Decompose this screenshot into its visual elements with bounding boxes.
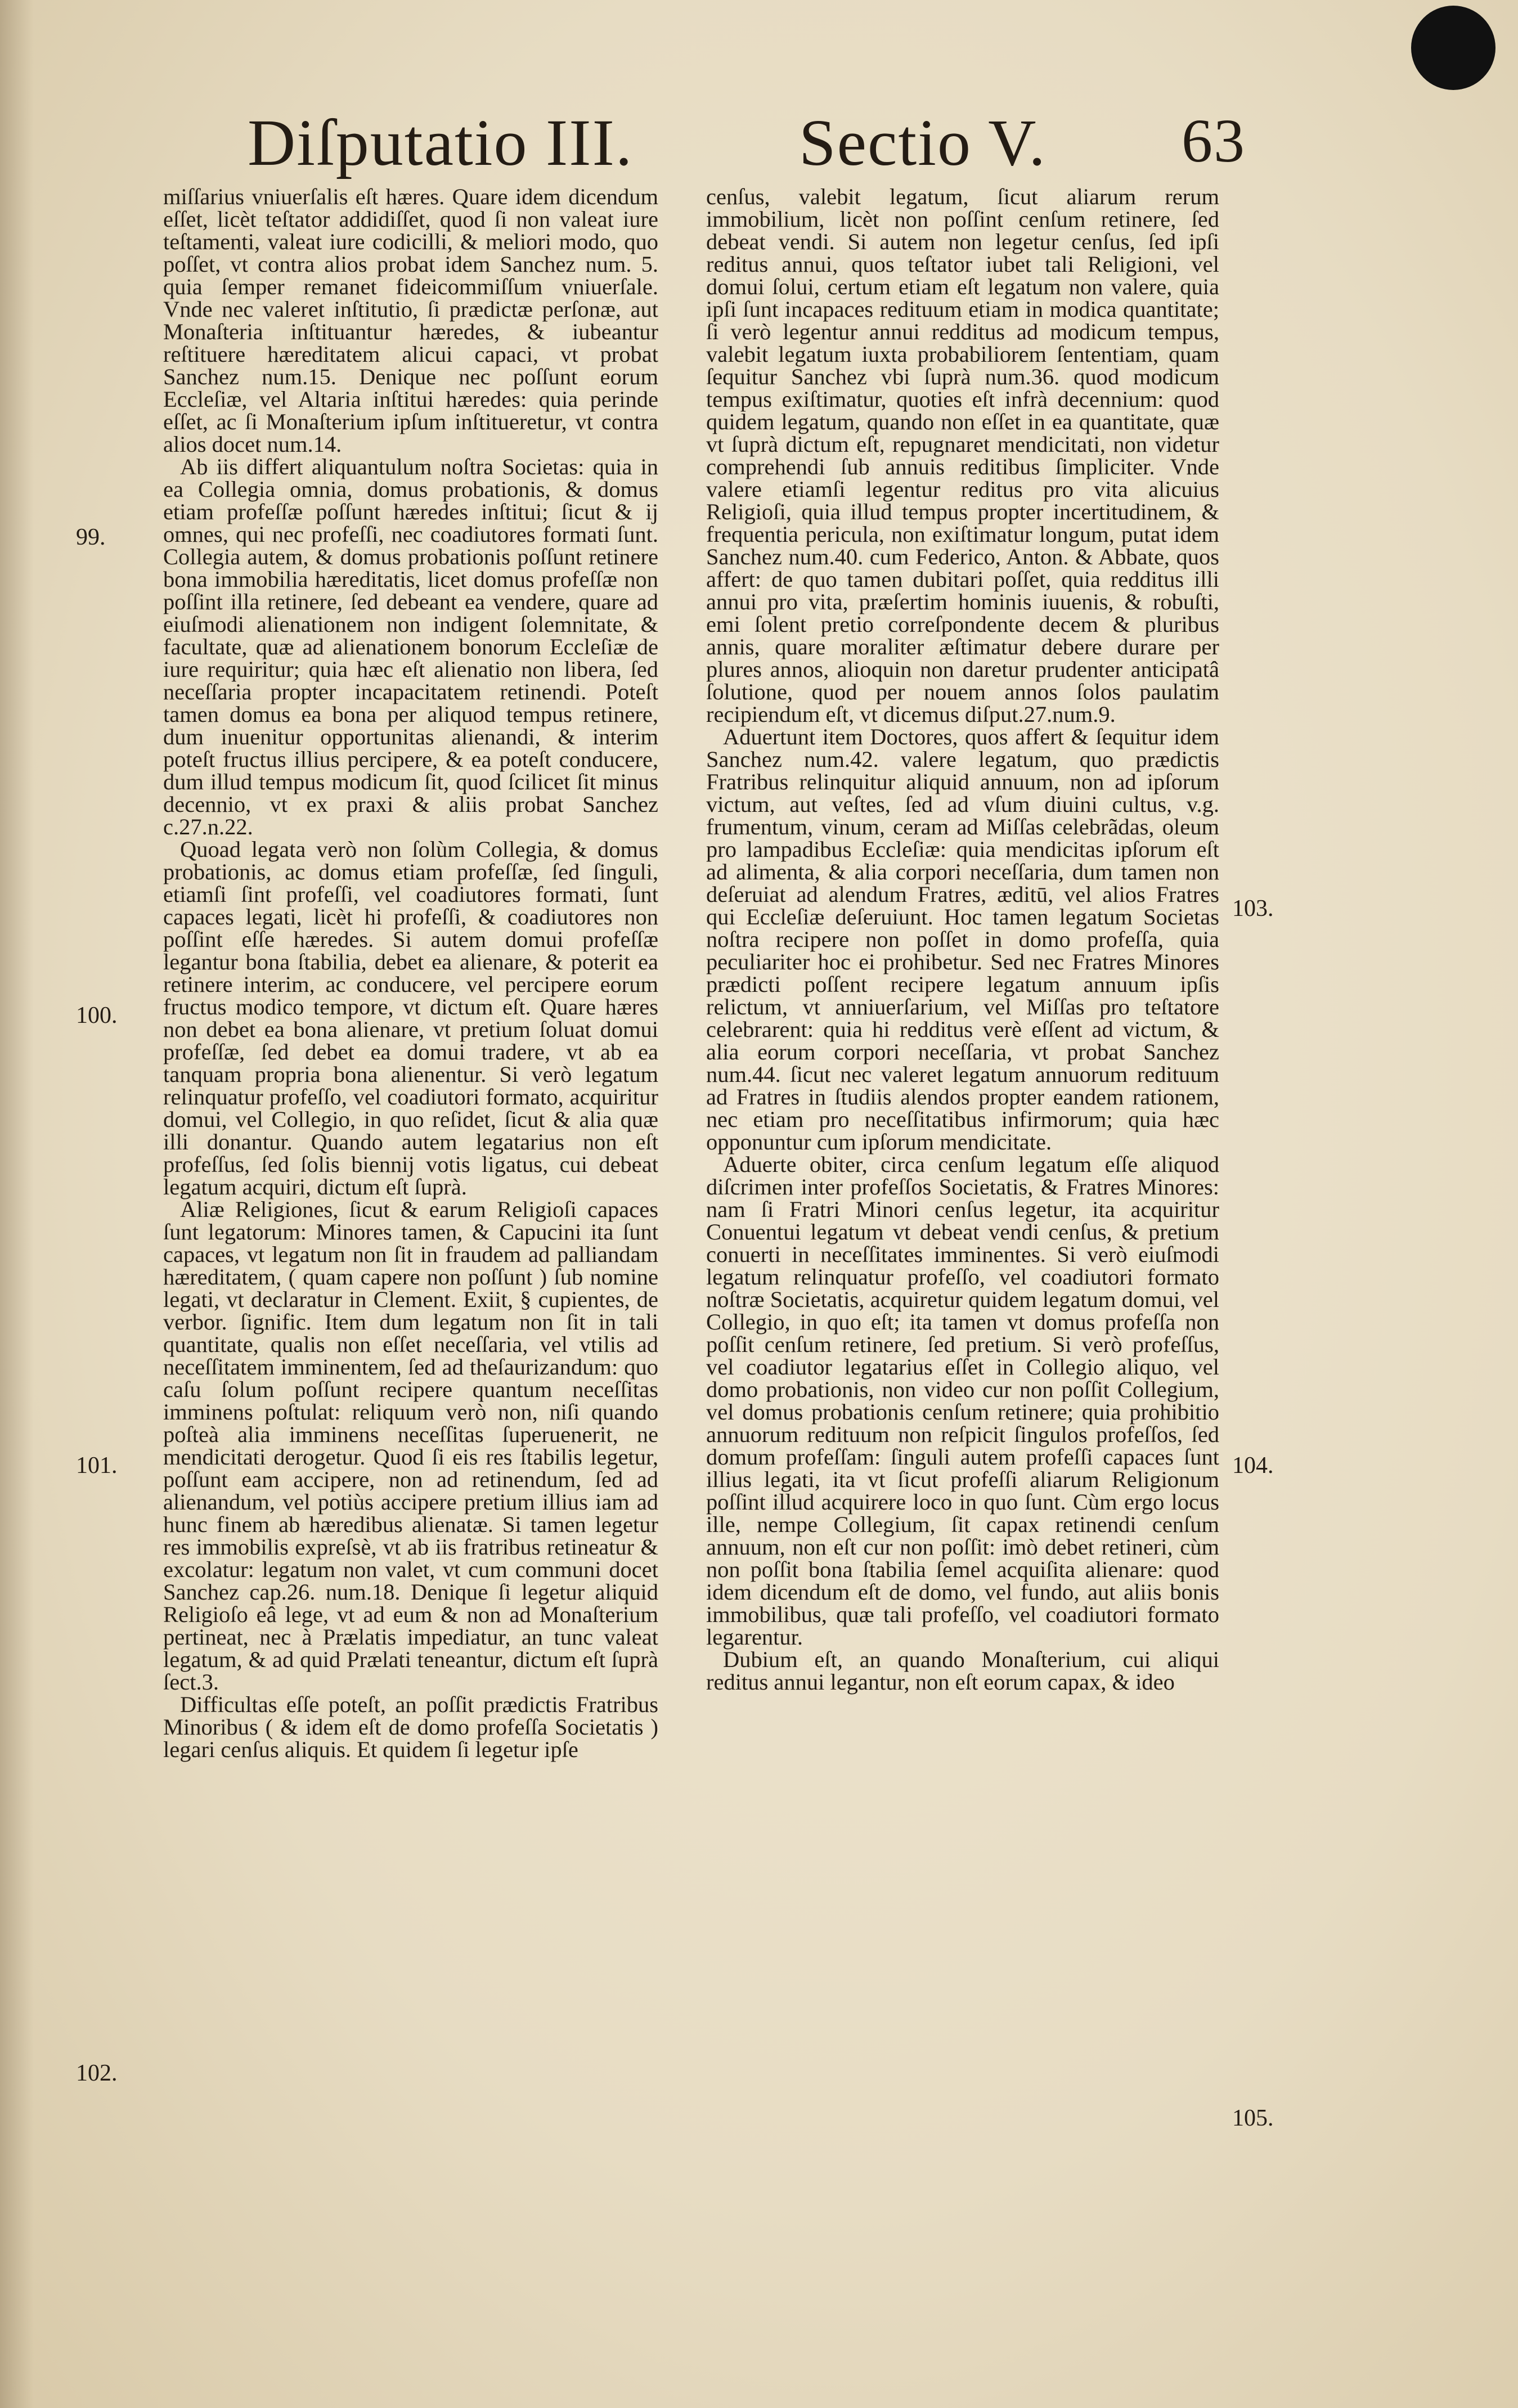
- page-number: 63: [1182, 106, 1246, 175]
- margin-number-99: 99.: [76, 524, 106, 550]
- paragraph-99: Ab iis differt aliquantulum noſtra Societas: quia in ea Collegia omnia, domus probationis, & domus etiam profeſſæ poſſunt hæredes inſtitui; ſicut & ij omnes, qui nec profeſſi, nec coadiutores formati ſunt. Collegia autem, & domus probationis poſſunt retinere bona immobilia hæreditatis, licet domus profeſſæ non poſſint illa retinere, ſed debeant ea vendere, quare ad eiuſmodi alienationem non indigent ſolemnitate, & facultate, quæ ad alienationem bonorum Eccleſiæ de iure requiritur; quia hæc eſt alienatio non libera, ſed neceſſaria propter incapacitatem retinendi. Poteſt tamen domus ea bona per aliquod tempus retinere, dum inuenitur opportunitas alienandi, & interim poteſt fructus illius percipere, & ea poteſt conducere, dum illud tempus modicum ſit, quod ſcilicet ſit minus decennio, vt ex praxi & aliis probat Sanchez c.27.n.22.: [163, 454, 658, 839]
- margin-number-105: 105.: [1232, 2105, 1274, 2131]
- margin-number-104: 104.: [1232, 1453, 1274, 1479]
- paragraph-100: Quoad legata verò non ſolùm Collegia, & domus probationis, ac domus etiam profeſſæ, ſed ſinguli, etiamſi ſint profeſſi, vel coadiutores formati, ſunt capaces legati, licèt hi profeſſi, & coadiutores non poſſint eſſe hæredes. Si autem domui profeſſæ legantur bona ſtabilia, debet ea alienare, & poterit ea retinere interim, ac conducere, vel percipere eorum fructus modico tempore, vt dictum eſt. Quare hæres non debet ea bona alienare, vt pretium ſoluat domui profeſſæ, ſed debet ea domui tradere, vt ab ea tanquam propria bona alienentur. Si verò legatum relinquatur profeſſo, vel coadiutori formato, acquiritur domui, vel Collegio, in quo reſidet, ſicut & alia quæ illi donantur. Quando autem legatarius non eſt profeſſus, ſed ſolis biennij votis ligatus, cui debeat legatum acquiri, dictum eſt ſuprà.: [163, 837, 658, 1199]
- paragraph-103: Aduertunt item Doctores, quos affert & ſequitur idem Sanchez num.42. valere legatum, quo prædictis Fratribus relinquitur aliquid annuum, non ad ipſorum victum, aut veſtes, ſed ad vſum diuini cultus, v.g. frumentum, vinum, ceram ad Miſſas celebrãdas, oleum pro lampadibus Eccleſiæ: quia mendicitas ipſorum eſt ad alimenta, & alia corpori neceſſaria, dum tamen non deſeruiat ad alendum Fratres, æditū, vel alios Fratres qui Eccleſiæ deſeruiunt. Hoc tamen legatum Societas noſtra recipere non poſſet in domo profeſſa, quia peculiariter hoc ei prohibetur. Sed nec Fratres Minores prædicti poſſent recipere legatum annuum ipſis relictum, vt anniuerſarium, vel Miſſas pro teſtatore celebrarent: quia hi redditus verè eſſent ad victum, & alia eorum corpori neceſſaria, vt probat Sanchez num.44. ſicut nec valeret legatum annuorum redituum ad Fratres in ſtudiis alendos propter eandem rationem, nec etiam pro neceſſitatibus infirmorum; quia hæc opponuntur cum ipſorum mendicitate.: [706, 724, 1219, 1154]
- paragraph-105: Dubium eſt, an quando Monaſterium, cui aliqui reditus annui legantur, non eſt eorum capax, & ideo: [706, 1647, 1219, 1695]
- margin-number-102: 102.: [76, 2060, 118, 2086]
- binding-shadow: [0, 0, 34, 2408]
- running-head-sectio: Sectio V.: [799, 106, 1047, 179]
- paragraph-continued: miſſarius vniuerſalis eſt hæres. Quare idem dicendum eſſet, licèt teſtator addidiſſet, quod ſi non valeat iure teſtamenti, valeat iure codicilli, & meliori modo, quo poſſet, vt contra alios probat idem Sanchez num. 5. quia ſemper remanet fideicommiſſum vniuerſale. Vnde nec valeret inſtitutio, ſi prædictæ perſonæ, aut Monaſteria inſtituantur hæredes, & iubeantur reſtituere hæreditatem alicui capaci, vt probat Sanchez num.15. Denique nec poſſunt eorum Eccleſiæ, vel Altaria inſtitui hæredes: quia perinde eſſet, ac ſi Monaſterium ipſum inſtitueretur, vt contra alios docet num.14.: [163, 184, 658, 457]
- left-column: [163, 186, 658, 1761]
- paragraph-101: Aliæ Religiones, ſicut & earum Religioſi capaces ſunt legatorum: Minores tamen, & Capucini ita ſunt capaces, vt legatum non ſit in fraudem ad palliandam hæreditatem, ( quam capere non poſſunt ) ſub nomine legati, vt declaratur in Clement. Exiit, § cupientes, de verbor. ſignific. Item dum legatum non ſit in tali quantitate, qualis non eſſet neceſſaria, vel vtilis ad neceſſitatem imminentem, ſed ad theſaurizandum: quo caſu ſolum poſſunt recipere quantum neceſſitas imminens poſtulat: reliquum verò non, niſi quando poſteà alia imminens neceſſitas ſuperuenerit, ne mendicitati derogetur. Quod ſi eis res ſtabilis legetur, poſſunt eam accipere, non ad retinendum, ſed ad alienandum, vel potiùs accipere pretium illius iam ad hunc finem ab hæredibus alienatæ. Si tamen legetur res immobilis expreſsè, vt ab iis fratribus retineatur & excolatur: legatum non valet, vt cum communi docet Sanchez cap.26. num.18. Denique ſi legetur aliquid Religioſo eâ lege, vt ad eum & non ad Monaſterium pertineat, nec à Prælatis impediatur, an tunc valeat legatum, & ad quid Prælati teneantur, dictum eſt ſuprà ſect.3.: [163, 1197, 658, 1695]
- running-head-disputatio: Diſputatio III.: [248, 106, 634, 179]
- margin-number-103: 103.: [1232, 896, 1274, 922]
- margin-number-100: 100.: [76, 1003, 118, 1028]
- paragraph-104: Aduerte obiter, circa cenſum legatum eſſe aliquod diſcrimen inter profeſſos Societatis, & Fratres Minores: nam ſi Fratri Minori cenſus legetur, ita acquiritur Conuentui legatum vt debeat vendi cenſus, & pretium conuerti in neceſſitates imminentes. Si verò eiuſmodi legatum relinquatur profeſſo, vel coadiutori formato noſtræ Societatis, acquiretur quidem legatum domui, vel Collegio, in quo eſt; ita tamen vt domus profeſſa non poſſit cenſum retinere, ſed pretium. Si verò profeſſus, vel coadiutor legatarius eſſet in Collegio aliquo, vel domo probationis, non video cur non poſſit Collegium, vel domus probationis cenſum retinere; quia prohibitio annuorum redituum non reſpicit ſingulos profeſſos, ſed domum profeſſam: ſinguli autem profeſſi capaces ſunt illius legati, ita vt ſicut profeſſi aliarum Religionum poſſint illud acquirere loco in quo ſunt. Cùm ergo locus ille, nempe Collegium, ſit capax retinendi cenſum annuum, non eſt cur non poſſit: imò debet retineri, cùm non poſſit bona ſtabilia ſemel acquiſita alienare: quod idem dicendum eſt de domo, vel fundo, aut aliis bonis immobilibus, quæ tali profeſſo, vel coadiutori formato legarentur.: [706, 1152, 1219, 1650]
- margin-number-101: 101.: [76, 1453, 118, 1479]
- ink-stain: [1411, 6, 1495, 90]
- paragraph-continued-right: cenſus, valebit legatum, ſicut aliarum rerum immobilium, licèt non poſſint cenſum retinere, ſed debeat vendi. Si autem non legetur cenſus, ſed ipſi reditus annui, quos teſtator iubet tali Religioni, vel domui ſolui, certum etiam eſt legatum non valere, quia ipſi ſunt incapaces redituum etiam in modica quantitate; ſi verò legentur annui redditus ad modicum tempus, valebit legatum iuxta probabiliorem ſententiam, quam ſequitur Sanchez vbi ſuprà num.36. quod modicum tempus exiſtimatur, quoties eſt infrà decennium: quod quidem legatum, quando non eſſet in ea quantitate, quæ vt ſuprà dictum eſt, repugnaret mendicitati, non videtur comprehendi ſub annuis reditibus ſimpliciter. Vnde valere etiamſi legentur reditus pro vita alicuius Religioſi, quia illud tempus propter incertitudinem, & frequentia pericula, non exiſtimatur longum, putat idem Sanchez num.40. cum Federico, Anton. & Abbate, quos affert: de quo tamen dubitari poſſet, quia redditus illi annui pro vita, præſertim hominis iuuenis, & robuſti, emi ſolent pretio correſpondente decem & pluribus annis, quare moraliter æſtimatur debere durare per plures annos, alioquin non daretur prudenter anticipatâ ſolutione, quod per nouem annos ſolos paulatim recipiendum eſt, vt dicemus diſput.27.num.9.: [706, 184, 1219, 727]
- paragraph-102: Difficultas eſſe poteſt, an poſſit prædictis Fratribus Minoribus ( & idem eſt de domo profeſſa Societatis ) legari cenſus aliquis. Et quidem ſi legetur ipſe: [163, 1692, 658, 1762]
- right-column: [706, 186, 1219, 1693]
